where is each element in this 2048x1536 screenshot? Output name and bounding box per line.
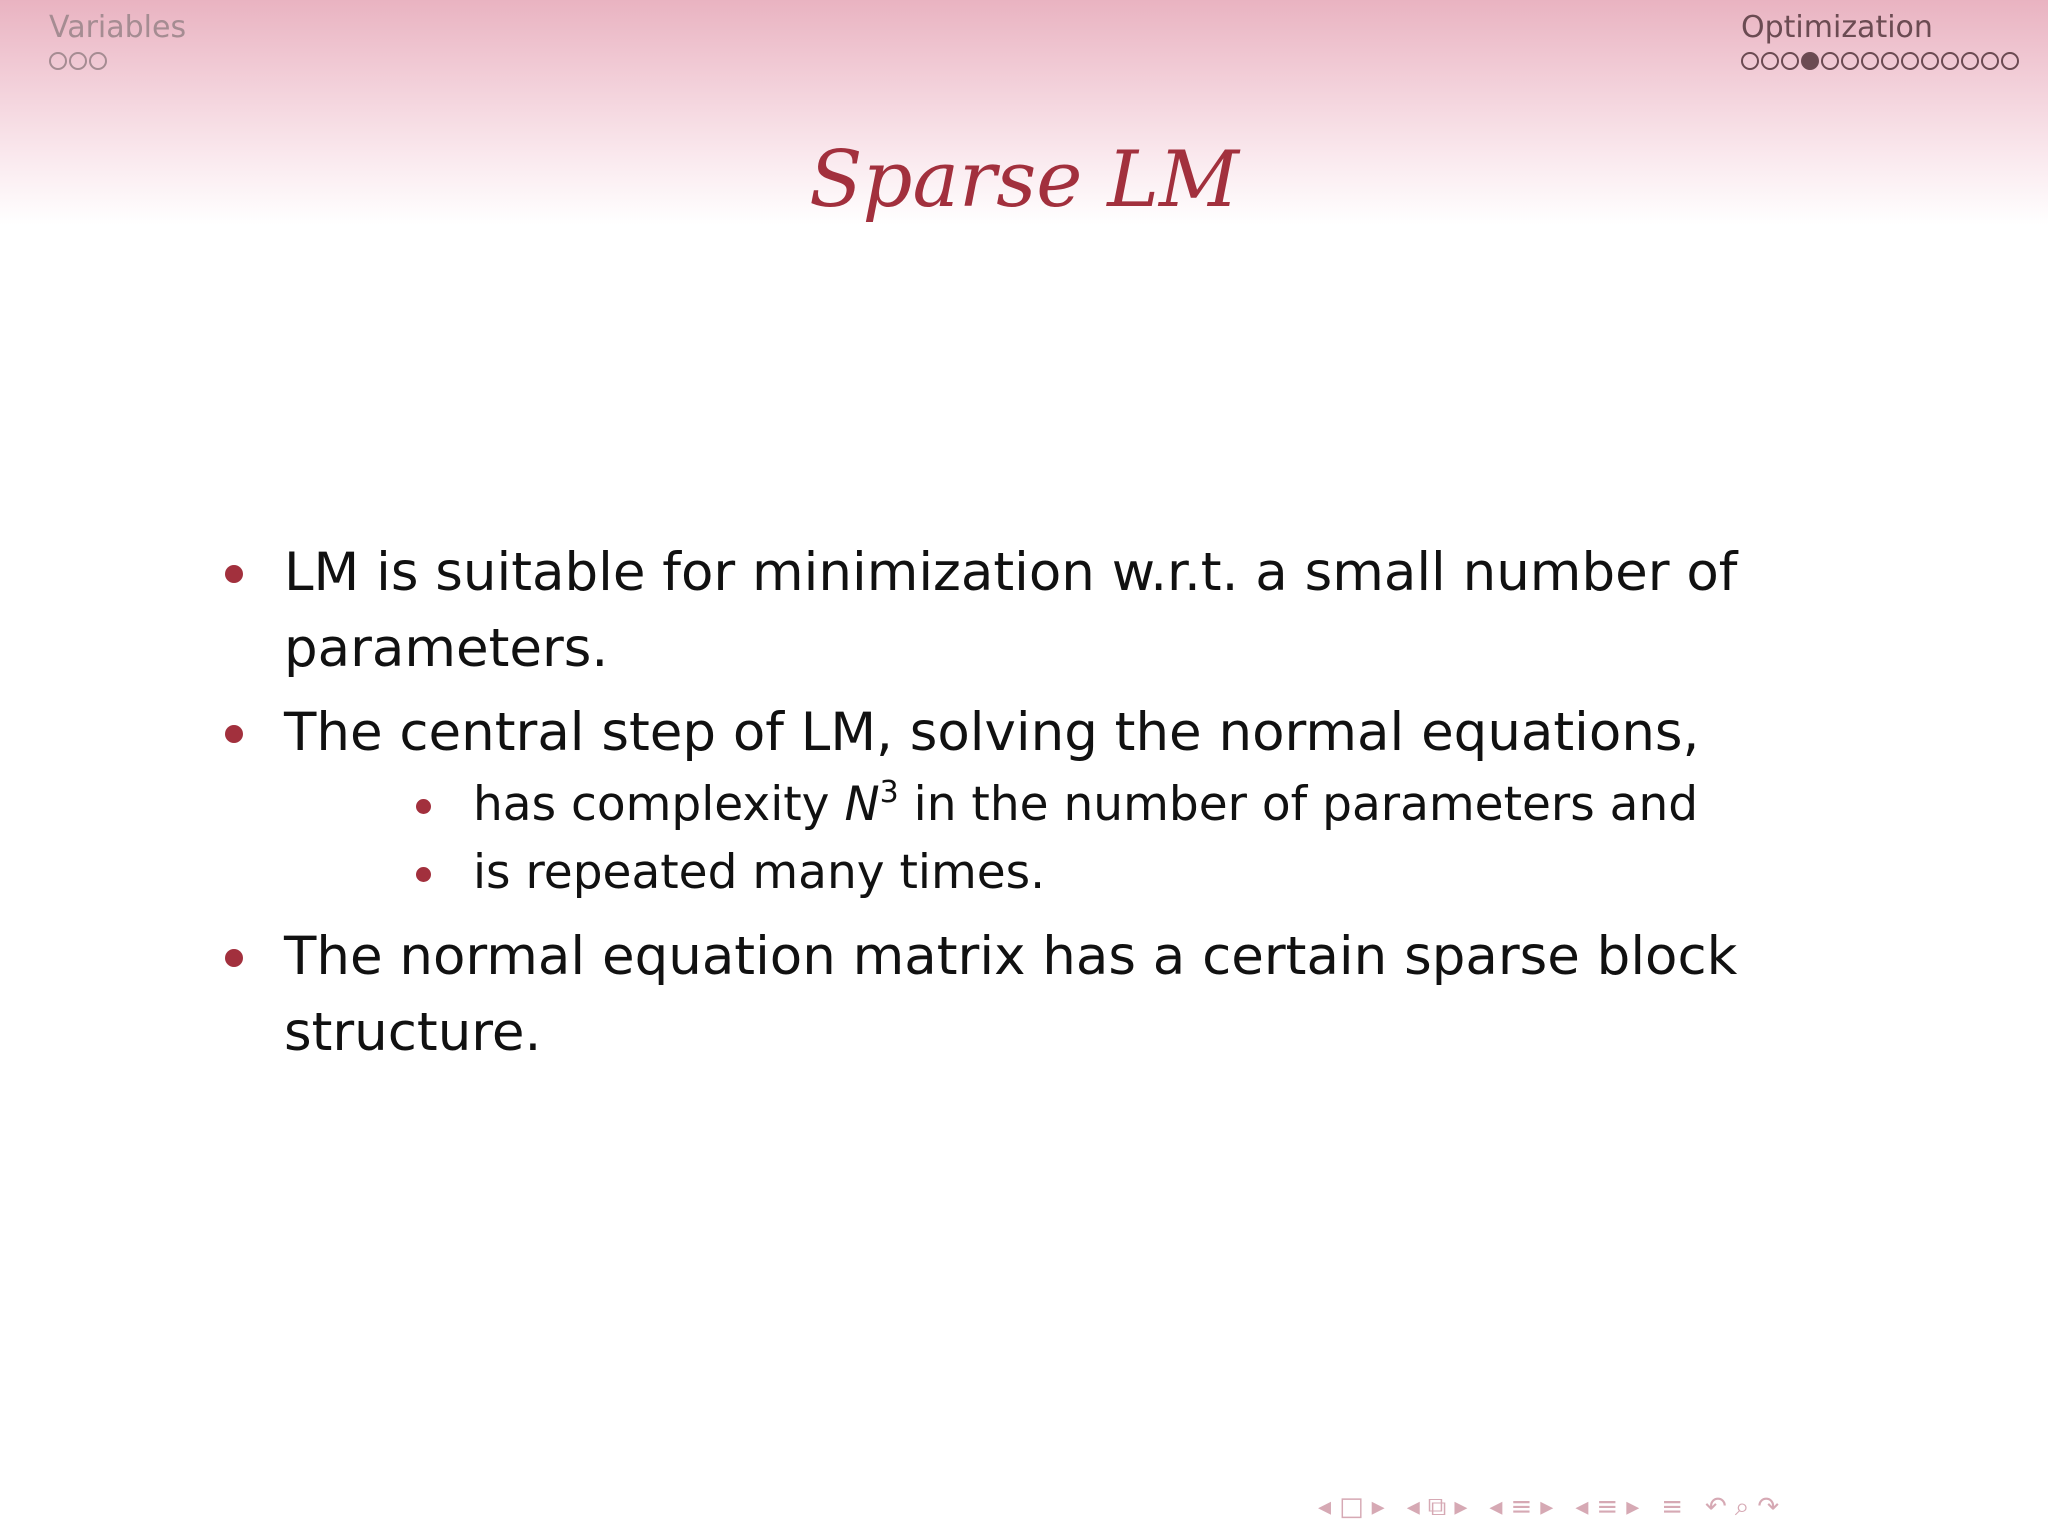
frame-icon[interactable]: □ bbox=[1339, 1492, 1364, 1522]
math-variable: N bbox=[844, 777, 880, 832]
slide-dot[interactable] bbox=[1761, 52, 1779, 70]
arrow-right-icon[interactable]: ▸ bbox=[1540, 1492, 1554, 1522]
bullet-icon bbox=[225, 949, 243, 967]
bullet-icon bbox=[416, 867, 431, 882]
redo-icon[interactable]: ↷ bbox=[1757, 1492, 1780, 1522]
sub-bullet-text-after: in the number of parameters and bbox=[898, 777, 1699, 832]
nav-section-group bbox=[1489, 1492, 1553, 1522]
slide-dot[interactable] bbox=[89, 52, 107, 70]
align-icon[interactable]: ≡ bbox=[1661, 1492, 1684, 1522]
slide-dot[interactable] bbox=[69, 52, 87, 70]
nav-doc-group bbox=[1575, 1492, 1639, 1522]
slide-dot[interactable] bbox=[49, 52, 67, 70]
slide-dot[interactable] bbox=[1821, 52, 1839, 70]
arrow-right-icon[interactable]: ▸ bbox=[1371, 1492, 1385, 1522]
sub-bullet-list bbox=[284, 771, 1780, 907]
nav-frame-group bbox=[1318, 1492, 1385, 1522]
bullet-text: The normal equation matrix has a certain sparse block structure. bbox=[284, 926, 1738, 1063]
slide-dots bbox=[49, 52, 186, 70]
bullet-icon bbox=[225, 565, 243, 583]
slide-dots bbox=[1741, 52, 2019, 70]
nav-subsection-group bbox=[1407, 1492, 1468, 1522]
slide-title: Sparse LM bbox=[809, 135, 1239, 225]
section-optimization[interactable] bbox=[1741, 8, 2019, 70]
bullet-item bbox=[220, 695, 1780, 907]
section-name[interactable]: Variables bbox=[49, 10, 187, 45]
arrow-left-icon[interactable]: ◂ bbox=[1489, 1492, 1503, 1522]
bullet-text: LM is suitable for minimization w.r.t. a small number of parameters. bbox=[284, 542, 1738, 679]
slide-content bbox=[220, 535, 1780, 1079]
bullet-list bbox=[220, 535, 1780, 1071]
slide-dot[interactable] bbox=[1841, 52, 1859, 70]
sub-bullet-item bbox=[284, 771, 1780, 839]
arrow-left-icon[interactable]: ◂ bbox=[1318, 1492, 1332, 1522]
slide-dot[interactable] bbox=[1961, 52, 1979, 70]
sub-bullet-text-before: has complexity bbox=[473, 777, 845, 832]
subsection-icon[interactable]: ⧉ bbox=[1427, 1492, 1447, 1522]
slide-dot-current[interactable] bbox=[1801, 52, 1819, 70]
sub-bullet-item bbox=[284, 839, 1780, 907]
slide-dot[interactable] bbox=[1901, 52, 1919, 70]
arrow-right-icon[interactable]: ▸ bbox=[1626, 1492, 1640, 1522]
bullet-icon bbox=[225, 725, 243, 743]
section-icon[interactable]: ≡ bbox=[1510, 1492, 1533, 1522]
nav-tools-group bbox=[1705, 1492, 1779, 1522]
slide-dot[interactable] bbox=[1861, 52, 1879, 70]
section-name[interactable]: Optimization bbox=[1741, 10, 1933, 45]
bullet-icon bbox=[416, 799, 431, 814]
nav-align-group bbox=[1661, 1492, 1683, 1522]
document-icon[interactable]: ≡ bbox=[1596, 1492, 1619, 1522]
arrow-right-icon[interactable]: ▸ bbox=[1454, 1492, 1468, 1522]
sub-bullet-text: is repeated many times. bbox=[473, 845, 1046, 900]
beamer-navigation bbox=[1318, 1490, 1791, 1524]
slide-dot[interactable] bbox=[1881, 52, 1899, 70]
slide-dot[interactable] bbox=[1941, 52, 1959, 70]
undo-icon[interactable]: ↶ bbox=[1705, 1492, 1727, 1522]
bullet-item bbox=[220, 535, 1780, 687]
slide-dot[interactable] bbox=[2001, 52, 2019, 70]
slide-dot[interactable] bbox=[1781, 52, 1799, 70]
bullet-item bbox=[220, 919, 1780, 1071]
bullet-text: The central step of LM, solving the normal equations, bbox=[284, 702, 1700, 763]
math-exponent: 3 bbox=[879, 775, 899, 810]
section-variables[interactable] bbox=[49, 8, 186, 70]
slide-dot[interactable] bbox=[1741, 52, 1759, 70]
arrow-left-icon[interactable]: ◂ bbox=[1406, 1492, 1420, 1522]
arrow-left-icon[interactable]: ◂ bbox=[1575, 1492, 1589, 1522]
slide-dot[interactable] bbox=[1981, 52, 1999, 70]
slide-dot[interactable] bbox=[1921, 52, 1939, 70]
search-icon[interactable]: ⌕ bbox=[1734, 1492, 1750, 1522]
